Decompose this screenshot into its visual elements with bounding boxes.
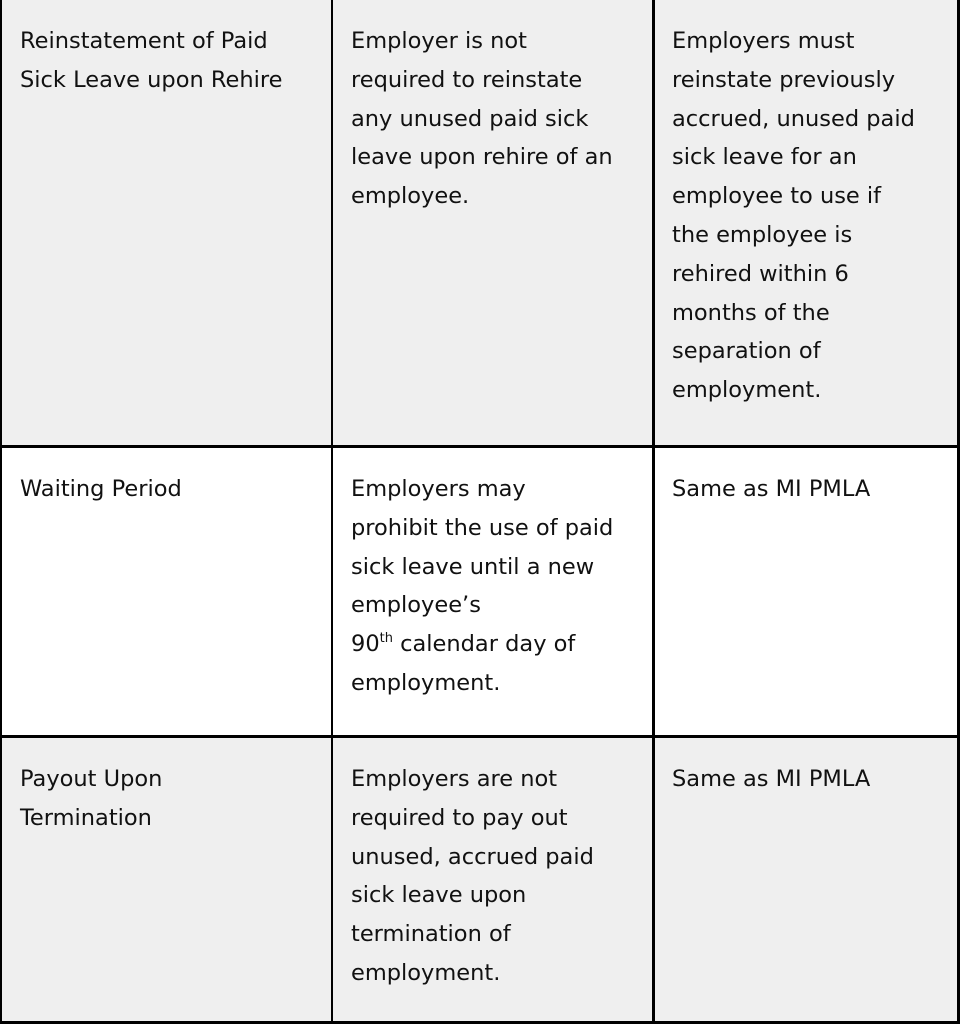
cell-text-line: Employer is not <box>351 28 527 54</box>
cell-text-line: any unused paid sick <box>351 105 589 132</box>
cell-text-line: Sick Leave upon Rehire <box>20 66 283 93</box>
cell-text-line: employment. <box>351 959 501 986</box>
cell-text-line: Termination <box>20 804 152 831</box>
cell-text-line: Waiting Period <box>20 476 182 502</box>
cell-text-line: the employee is <box>672 221 853 248</box>
mi-pmla-cell <box>333 448 655 735</box>
cell-text-line: employee. <box>351 183 470 210</box>
cell-text-line: Payout Upon <box>20 766 163 792</box>
cell-text-line: unused, accrued paid <box>351 843 594 870</box>
cell-text-line: sick leave upon <box>351 882 527 909</box>
topic-cell <box>2 738 333 1021</box>
mi-pmla-cell <box>333 738 655 1021</box>
topic-cell <box>2 0 333 445</box>
cell-text-line: required to reinstate <box>351 66 583 93</box>
table-row <box>2 0 957 445</box>
cell-text-line: months of the <box>672 299 830 326</box>
cell-text-line: Employers may <box>351 476 526 502</box>
ordinal-rest: calendar day of <box>392 631 576 658</box>
cell-text-line: rehired within 6 <box>672 260 849 287</box>
cell-text-line: employment. <box>672 377 822 404</box>
table-row <box>2 445 957 735</box>
cell-text-line: separation of <box>672 338 821 365</box>
cell-text-line: Employers must <box>672 28 855 54</box>
ordinal-line <box>351 625 638 664</box>
comparison-cell <box>655 448 957 735</box>
comparison-cell <box>655 0 957 445</box>
cell-text-line: sick leave until a new <box>351 553 595 580</box>
comparison-cell <box>655 738 957 1021</box>
cell-text-line: employee’s <box>351 592 481 619</box>
mi-pmla-cell <box>333 0 655 445</box>
cell-text-line: Same as MI PMLA <box>672 766 871 792</box>
cell-text-line: leave upon rehire of an <box>351 144 613 171</box>
cell-text-line: sick leave for an <box>672 144 857 171</box>
cell-text-line: reinstate previously <box>672 66 896 93</box>
topic-cell <box>2 448 333 735</box>
cell-text-line: required to pay out <box>351 804 568 831</box>
cell-text-line: Reinstatement of Paid <box>20 28 268 54</box>
cell-text-line: employee to use if <box>672 183 882 210</box>
ordinal-number: 90 <box>351 631 380 658</box>
cell-text-line: prohibit the use of paid <box>351 514 614 541</box>
table-row <box>2 735 957 1021</box>
cell-text-line: accrued, unused paid <box>672 105 915 132</box>
cell-text-line: Employers are not <box>351 766 558 792</box>
cell-text-line: Same as MI PMLA <box>672 476 871 502</box>
ordinal-suffix: th <box>379 631 393 647</box>
cell-text-line: employment. <box>351 669 501 696</box>
cell-text-line: termination of <box>351 921 511 948</box>
